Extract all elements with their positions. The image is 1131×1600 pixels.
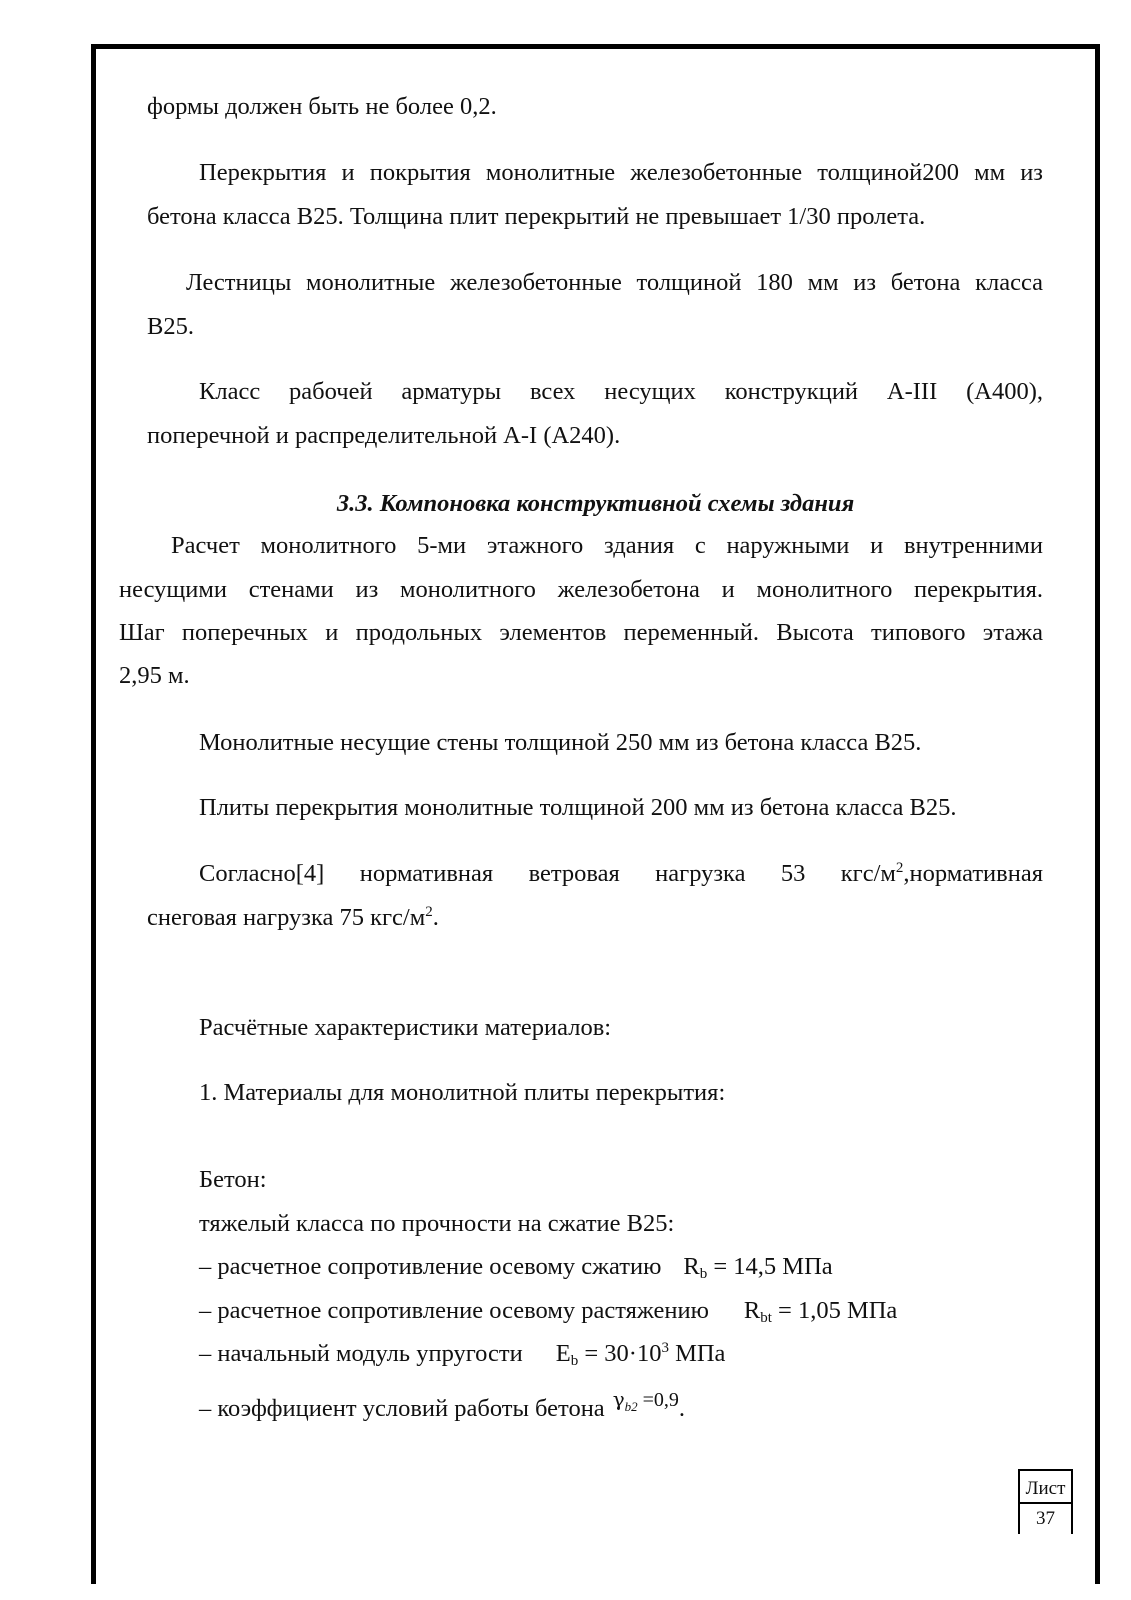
superscript-2: 2 [425, 904, 433, 920]
text-line-2: Перекрытия и покрытия монолитные железобетонные толщиной200 мм из [199, 159, 1043, 186]
text-line-18: Бетон: [199, 1166, 267, 1193]
sheet-number-box [1018, 1469, 1073, 1534]
sheet-label: Лист [1020, 1476, 1071, 1504]
superscript-2: 2 [895, 860, 904, 876]
text-line-13: Плиты перекрытия монолитные толщиной 200 мм из бетона класса В25. [199, 794, 957, 821]
text-line-17: 1. Материалы для монолитной плиты перекрытия: [199, 1079, 726, 1106]
sheet-number: 37 [1036, 1508, 1055, 1529]
eb-exponent: 3 [661, 1340, 669, 1356]
rbt-value: = 1,05 МПа [771, 1297, 898, 1324]
snow-load-text: снеговая нагрузка 75 кгс/м [147, 904, 426, 931]
wind-load-text-end: ,нормативная [903, 860, 1043, 887]
text-line-4: Лестницы монолитные железобетонные толщиной 180 мм из бетона класса [186, 269, 1043, 296]
coefficient-dot: . [678, 1395, 686, 1422]
rbt-subscript: bt [760, 1310, 772, 1326]
snow-load-dot: . [432, 904, 439, 931]
text-line-12: Монолитные несущие стены толщиной 250 мм из бетона класса В25. [199, 729, 922, 756]
modulus-label: – начальный модуль упругости [199, 1340, 523, 1367]
compression-label: – расчетное сопротивление осевому сжатию [199, 1253, 662, 1280]
rb-value: = 14,5 МПа [707, 1253, 833, 1280]
text-line-23 [199, 1387, 686, 1425]
gamma-value: =0,9 [637, 1389, 679, 1411]
text-line-5: В25. [147, 313, 194, 340]
text-line-15 [147, 903, 439, 933]
gamma-subscript: b2 [624, 1399, 638, 1414]
text-line-11: 2,95 м. [119, 662, 190, 689]
rb-symbol: R [683, 1253, 700, 1280]
gamma-symbol: γ [612, 1387, 625, 1411]
eb-symbol: E [555, 1340, 571, 1367]
text-line-6: Класс рабочей арматуры всех несущих конструкций А-III (А400), [199, 378, 1043, 405]
text-line-14 [199, 859, 1043, 889]
text-line-16: Расчётные характеристики материалов: [199, 1014, 612, 1041]
text-line-10: Шаг поперечных и продольных элементов переменный. Высота типового этажа [119, 619, 1043, 646]
rb-subscript: b [699, 1266, 708, 1282]
text-line-3: бетона класса В25. Толщина плит перекрытий не превышает 1/30 пролета. [147, 203, 926, 230]
text-line-7: поперечной и распределительной А-I (А240). [147, 422, 621, 449]
tension-label: – расчетное сопротивление осевому растяжению [199, 1297, 709, 1324]
eb-value: = 30·10 [578, 1340, 662, 1367]
text-line-9: несущими стенами из монолитного железобетона и монолитного перекрытия. [119, 576, 1043, 603]
wind-load-text: Согласно[4] нормативная ветровая нагрузка 53 кгс/м [199, 860, 896, 887]
rbt-symbol: R [743, 1297, 761, 1324]
section-heading: 3.3. Компоновка конструктивной схемы здания [336, 490, 855, 517]
text-line-8: Расчет монолитного 5-ми этажного здания с наружными и внутренними [171, 532, 1043, 559]
text-line-19: тяжелый класса по прочности на сжатие В25: [199, 1210, 675, 1237]
eb-unit: МПа [668, 1340, 726, 1367]
text-line-22 [199, 1339, 725, 1369]
text-line-1: формы должен быть не более 0,2. [147, 93, 497, 120]
text-line-21 [199, 1296, 897, 1326]
text-line-20 [199, 1252, 833, 1282]
eb-subscript: b [570, 1353, 579, 1369]
coefficient-label: – коэффициент условий работы бетона [199, 1395, 605, 1422]
